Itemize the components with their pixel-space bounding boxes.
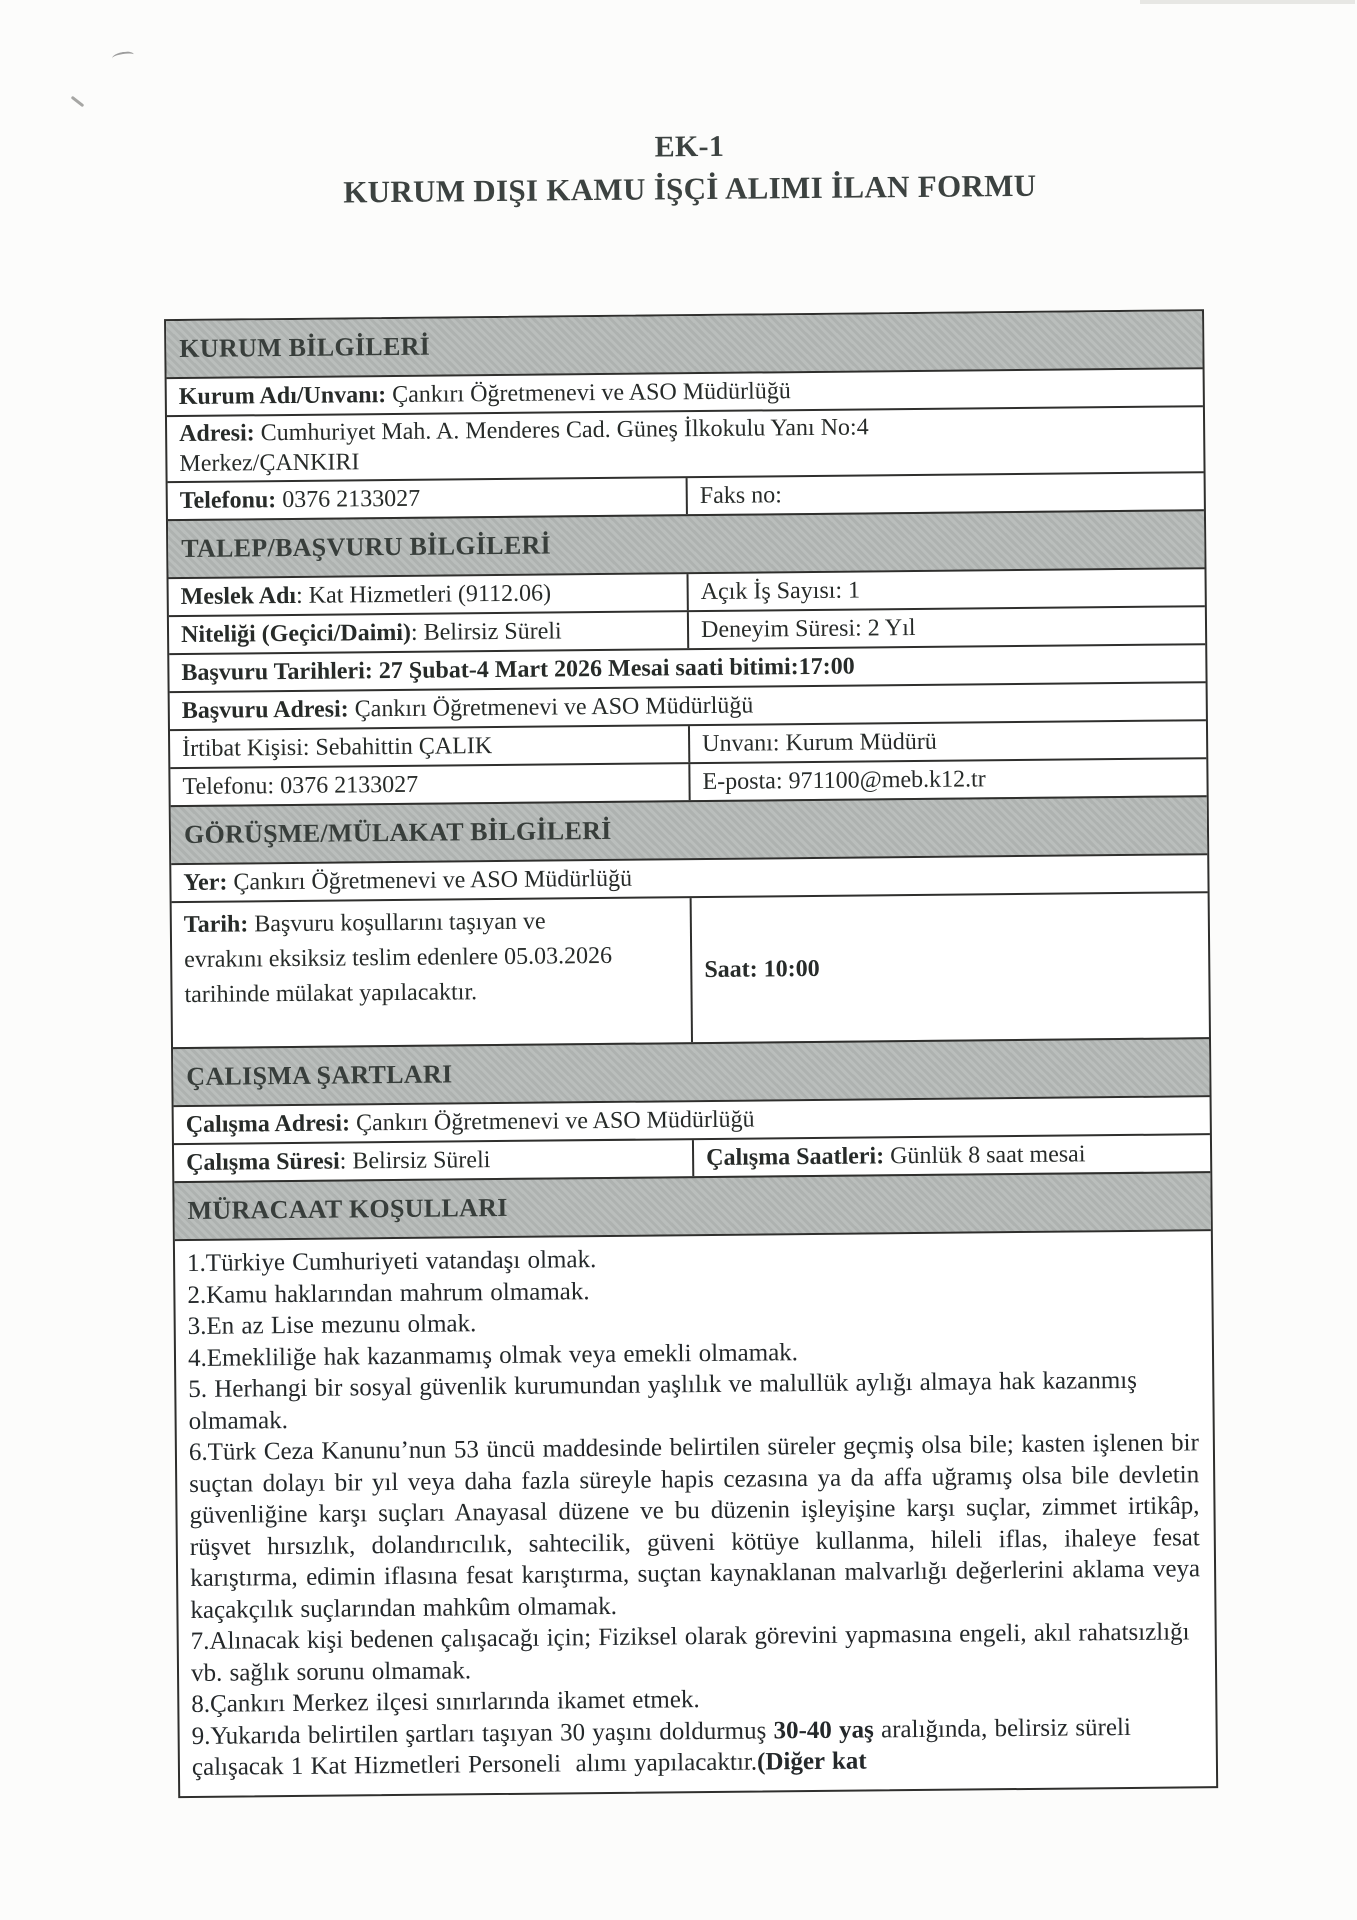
field-value: Çankırı Öğretmenevi ve ASO Müdürlüğü [349, 1106, 755, 1137]
field-label: Yer: [183, 869, 228, 897]
field-label: Telefonu: [179, 487, 277, 515]
condition-item-4: 4.Emekliliğe hak kazanmamış olmak veya emekli olmamak. [187, 1338, 799, 1372]
conditions-list [175, 1229, 1216, 1795]
field-value: Günlük 8 saat mesai [884, 1141, 1086, 1170]
field-label: Çalışma Adresi: [185, 1110, 351, 1139]
section-title: GÖRÜŞME/MÜLAKAT BİLGİLERİ [183, 815, 612, 850]
field-value: Faks no: [699, 482, 782, 510]
form-code: EK-1 [654, 129, 725, 164]
field-label: Başvuru Adresi: [181, 696, 349, 725]
field-text [186, 1145, 491, 1178]
field-value: Unvanı: Kurum Müdürü [702, 728, 937, 758]
form-title [24, 124, 1355, 214]
condition-item-5: 5. Herhangi bir sosyal güvenlik kurumundan yaşlılık ve malullük aylığı almaya hak kazanmış olmamak. [188, 1366, 1138, 1435]
condition-item-9 [191, 1711, 1202, 1784]
field-label: Çalışma Saatleri: [706, 1143, 885, 1172]
condition-item-9-bold-age-range: 30-40 yaş [773, 1715, 874, 1744]
section-title: TALEP/BAŞVURU BİLGİLERİ [181, 530, 552, 564]
condition-item-2: 2.Kamu haklarından mahrum olmamak. [187, 1277, 590, 1309]
field-value: E-posta: 971100@meb.k12.tr [702, 766, 986, 796]
field-value: Başvuru koşullarını taşıyan ve evrakını eksiksiz teslim edenlere 05.03.2026 tarihinde mülakat yapılacaktır. [184, 908, 619, 1009]
condition-item-9-bold-continuation: (Diğer kat [756, 1747, 867, 1776]
section-title: KURUM BİLGİLERİ [179, 331, 431, 364]
row-tarih-saat [172, 891, 1209, 1047]
section-header-gorusme-mulakat [171, 795, 1208, 863]
form-table [164, 309, 1218, 1797]
section-header-kurum-bilgileri [166, 311, 1202, 377]
field-value: Cumhuriyet Mah. A. Menderes Cad. Güneş İlkokulu Yanı No:4 [254, 414, 869, 447]
field-label: Tarih: [183, 911, 249, 939]
field-value: Çankırı Öğretmenevi ve ASO Müdürlüğü [348, 692, 754, 723]
field-label: Başvuru Tarihleri: 27 Şubat-4 Mart 2026 Mesai saati bitimi:17:00 [181, 653, 855, 687]
field-text [186, 1105, 755, 1140]
condition-item-1: 1.Türkiye Cumhuriyeti vatandaşı olmak. [186, 1246, 597, 1278]
field-text [183, 864, 632, 898]
field-label: Niteliği (Geçici/Daimi) [180, 619, 412, 649]
field-value: Açık İş Sayısı: 1 [700, 577, 861, 606]
form-name: KURUM DIŞI KAMU İŞÇİ ALIMI İLAN FORMU [343, 167, 1037, 210]
condition-item-3: 3.En az Lise mezunu olmak. [187, 1310, 477, 1340]
field-text [181, 578, 552, 612]
section-header-calisma-sartlari [173, 1037, 1210, 1105]
field-label: Meslek Adı [180, 582, 297, 611]
field-value-line2: Merkez/ÇANKIRI [179, 449, 360, 478]
section-title: MÜRACAAT KOŞULLARI [187, 1192, 508, 1225]
field-label: Saat: 10:00 [704, 955, 820, 984]
section-title: ÇALIŞMA ŞARTLARI [186, 1059, 453, 1092]
field-value: Telefonu: 0376 2133027 [182, 771, 419, 801]
field-value: 0376 2133027 [276, 485, 421, 514]
field-value: Çankırı Öğretmenevi ve ASO Müdürlüğü [227, 865, 633, 896]
field-label: Kurum Adı/Unvanı: [178, 382, 387, 411]
field-value: İrtibat Kişisi: Sebahittin ÇALIK [182, 733, 493, 763]
condition-item-8: 8.Çankırı Merkez ilçesi sınırlarında ikamet etmek. [191, 1686, 700, 1718]
condition-item-6: 6.Türk Ceza Kanunu’nun 53 üncü maddesinde belirtilen süreler geçmiş olsa bile; kasten işlenen bir suçtan dolayı bir yıl veya daha fazla süreyle hapis cezasına ya da affa uğramış olsa bile devletin güvenliğine karşı suçları Anayasal düzene ve bu düzenin işleyişine karşı suçlar, zimmet irtikâp, rüşvet hırsızlık, dolandırıcılık, sahtecilik, güveni kötüye kullanma, hileli iflas, ihaleye fesat karıştırma, edimin iflasına fesat karıştırma, suçtan kaynaklanan malvarlığı değerlerini aklama veya kaçakçılık suçlarından mahkûm olmamak. [188, 1429, 1201, 1624]
field-text [179, 412, 869, 479]
field-text [179, 376, 791, 412]
field-value: : Kat Hizmetleri (9112.06) [295, 580, 552, 609]
field-label: Çalışma Süresi [186, 1148, 340, 1177]
field-value: Çankırı Öğretmenevi ve ASO Müdürlüğü [386, 378, 791, 409]
row-adresi [167, 405, 1204, 481]
field-text [180, 484, 421, 516]
section-header-muracaat-kosullari [174, 1171, 1211, 1239]
condition-item-7: 7.Alınacak kişi bedenen çalışacağı için; Fiziksel olarak görevini yapmasına engeli, akıl rahatsızlığı vb. sağlık sorunu olmamak. [190, 1618, 1190, 1687]
field-value: Deneyim Süresi: 2 Yıl [700, 614, 916, 644]
field-text [182, 691, 754, 726]
condition-item-9-text: 9.Yukarıda belirtilen şartları taşıyan 30 yaşını doldurmuş [191, 1716, 774, 1750]
condition-item-9-text: aralığında, belirsiz süreli çalışacak 1 Kat Hizmetleri Personeli alımı yapılacaktır. [191, 1713, 1146, 1781]
section-header-talep-basvuru [168, 509, 1205, 577]
field-value: : Belirsiz Süreli [410, 618, 562, 646]
field-label: Adresi: [179, 420, 255, 448]
field-text [706, 1139, 1086, 1173]
field-value: : Belirsiz Süreli [339, 1147, 491, 1175]
field-text [181, 616, 562, 650]
field-text [184, 904, 621, 1013]
